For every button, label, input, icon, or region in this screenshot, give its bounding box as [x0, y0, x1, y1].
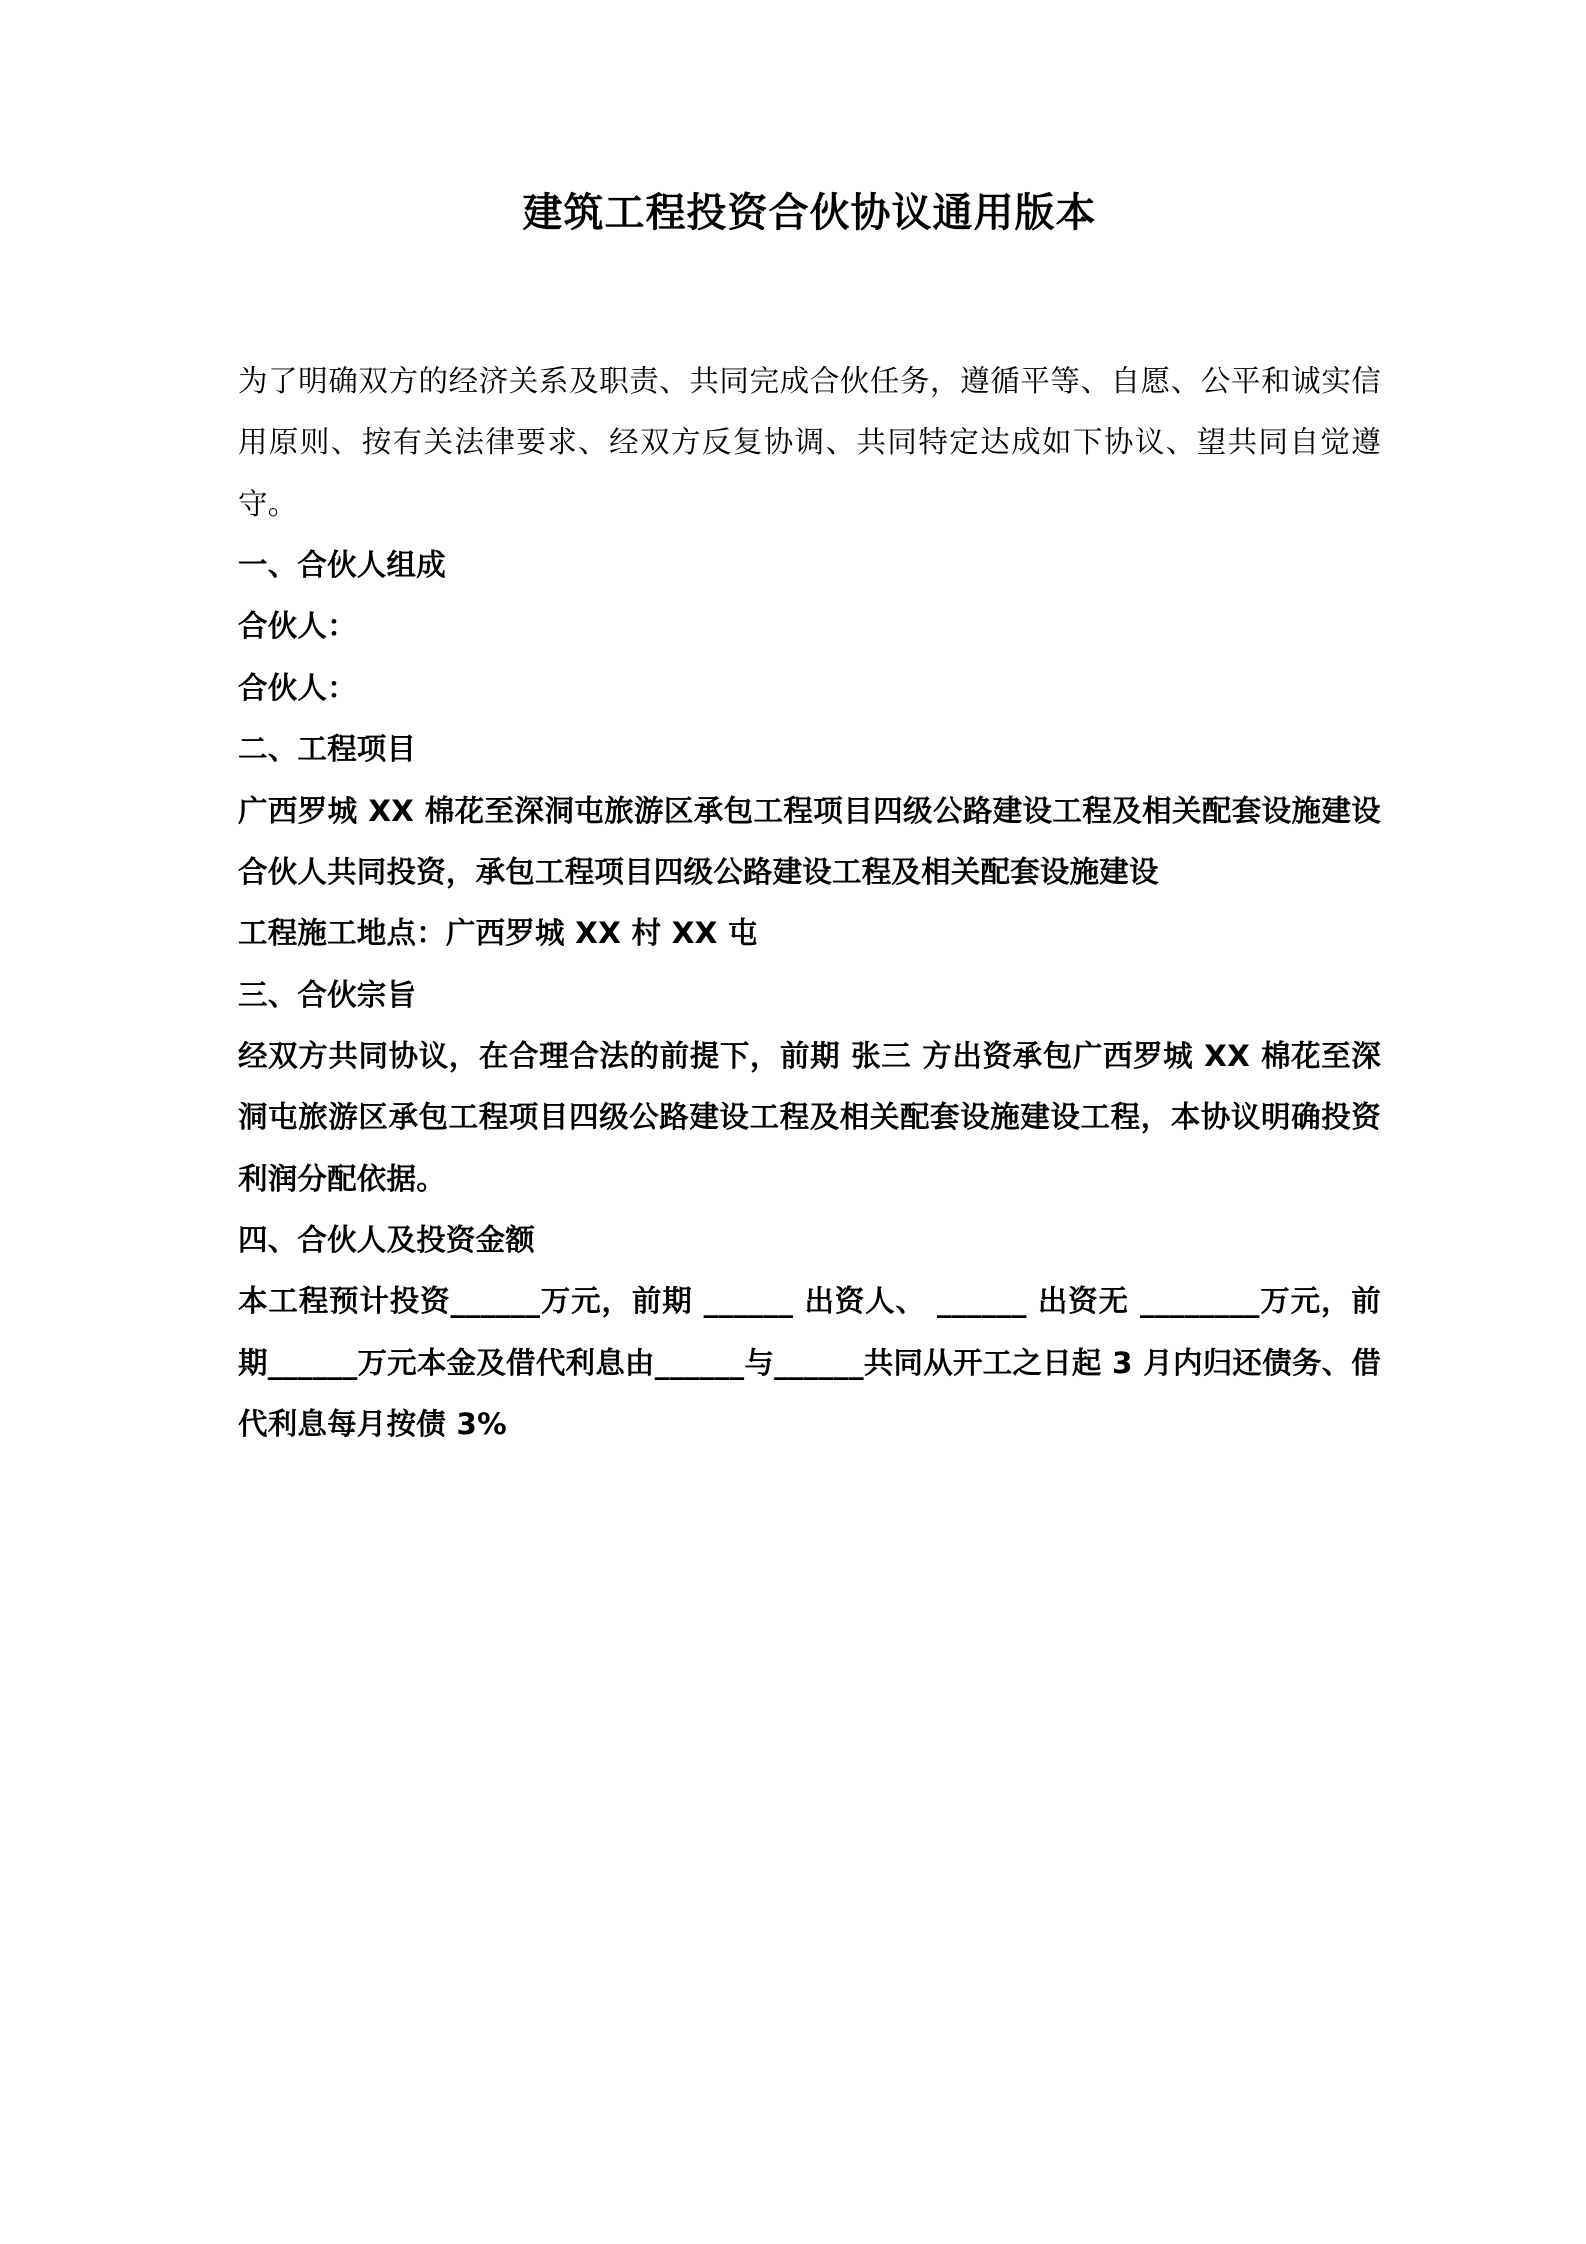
partner-line-2: 合伙人：	[238, 670, 357, 705]
project-location: 工程施工地点：广西罗城 XX 村 XX 屯	[238, 916, 758, 951]
section-heading-four: 四、合伙人及投资金额	[238, 1223, 536, 1258]
page-title: 建筑工程投资合伙协议通用版本	[522, 190, 1097, 236]
preamble-paragraph: 为了明确双方的经济关系及职责、共同完成合伙任务，遵循平等、自愿、公平和诚实信用原则、按有关法律要求、经双方反复协调、共同特定达成如下协议、望共同自觉遵守。	[238, 364, 1381, 521]
partner-line-1: 合伙人：	[238, 609, 357, 644]
title-spacer	[238, 241, 1381, 351]
purpose-paragraph: 经双方共同协议，在合理合法的前提下，前期 张三 方出资承包广西罗城 XX 棉花至深洞屯旅游区承包工程项目四级公路建设工程及相关配套设施建设工程，本协议明确投资利润分配依据。	[238, 1038, 1381, 1196]
section-heading-two: 二、工程项目	[238, 732, 417, 767]
section-heading-three: 三、合伙宗旨	[238, 977, 417, 1012]
project-description: 广西罗城 XX 棉花至深洞屯旅游区承包工程项目四级公路建设工程及相关配套设施建设合伙人共同投资，承包工程项目四级公路建设工程及相关配套设施建设	[238, 793, 1381, 889]
investment-paragraph: 本工程预计投资______万元，前期 ______ 出资人、 ______ 出资无 ________万元，前期______万元本金及借代利息由______与______共同从开工之日起 3 月内归还债务、借代利息每月按债 3%	[238, 1284, 1381, 1442]
section-heading-one: 一、合伙人组成	[238, 548, 446, 583]
